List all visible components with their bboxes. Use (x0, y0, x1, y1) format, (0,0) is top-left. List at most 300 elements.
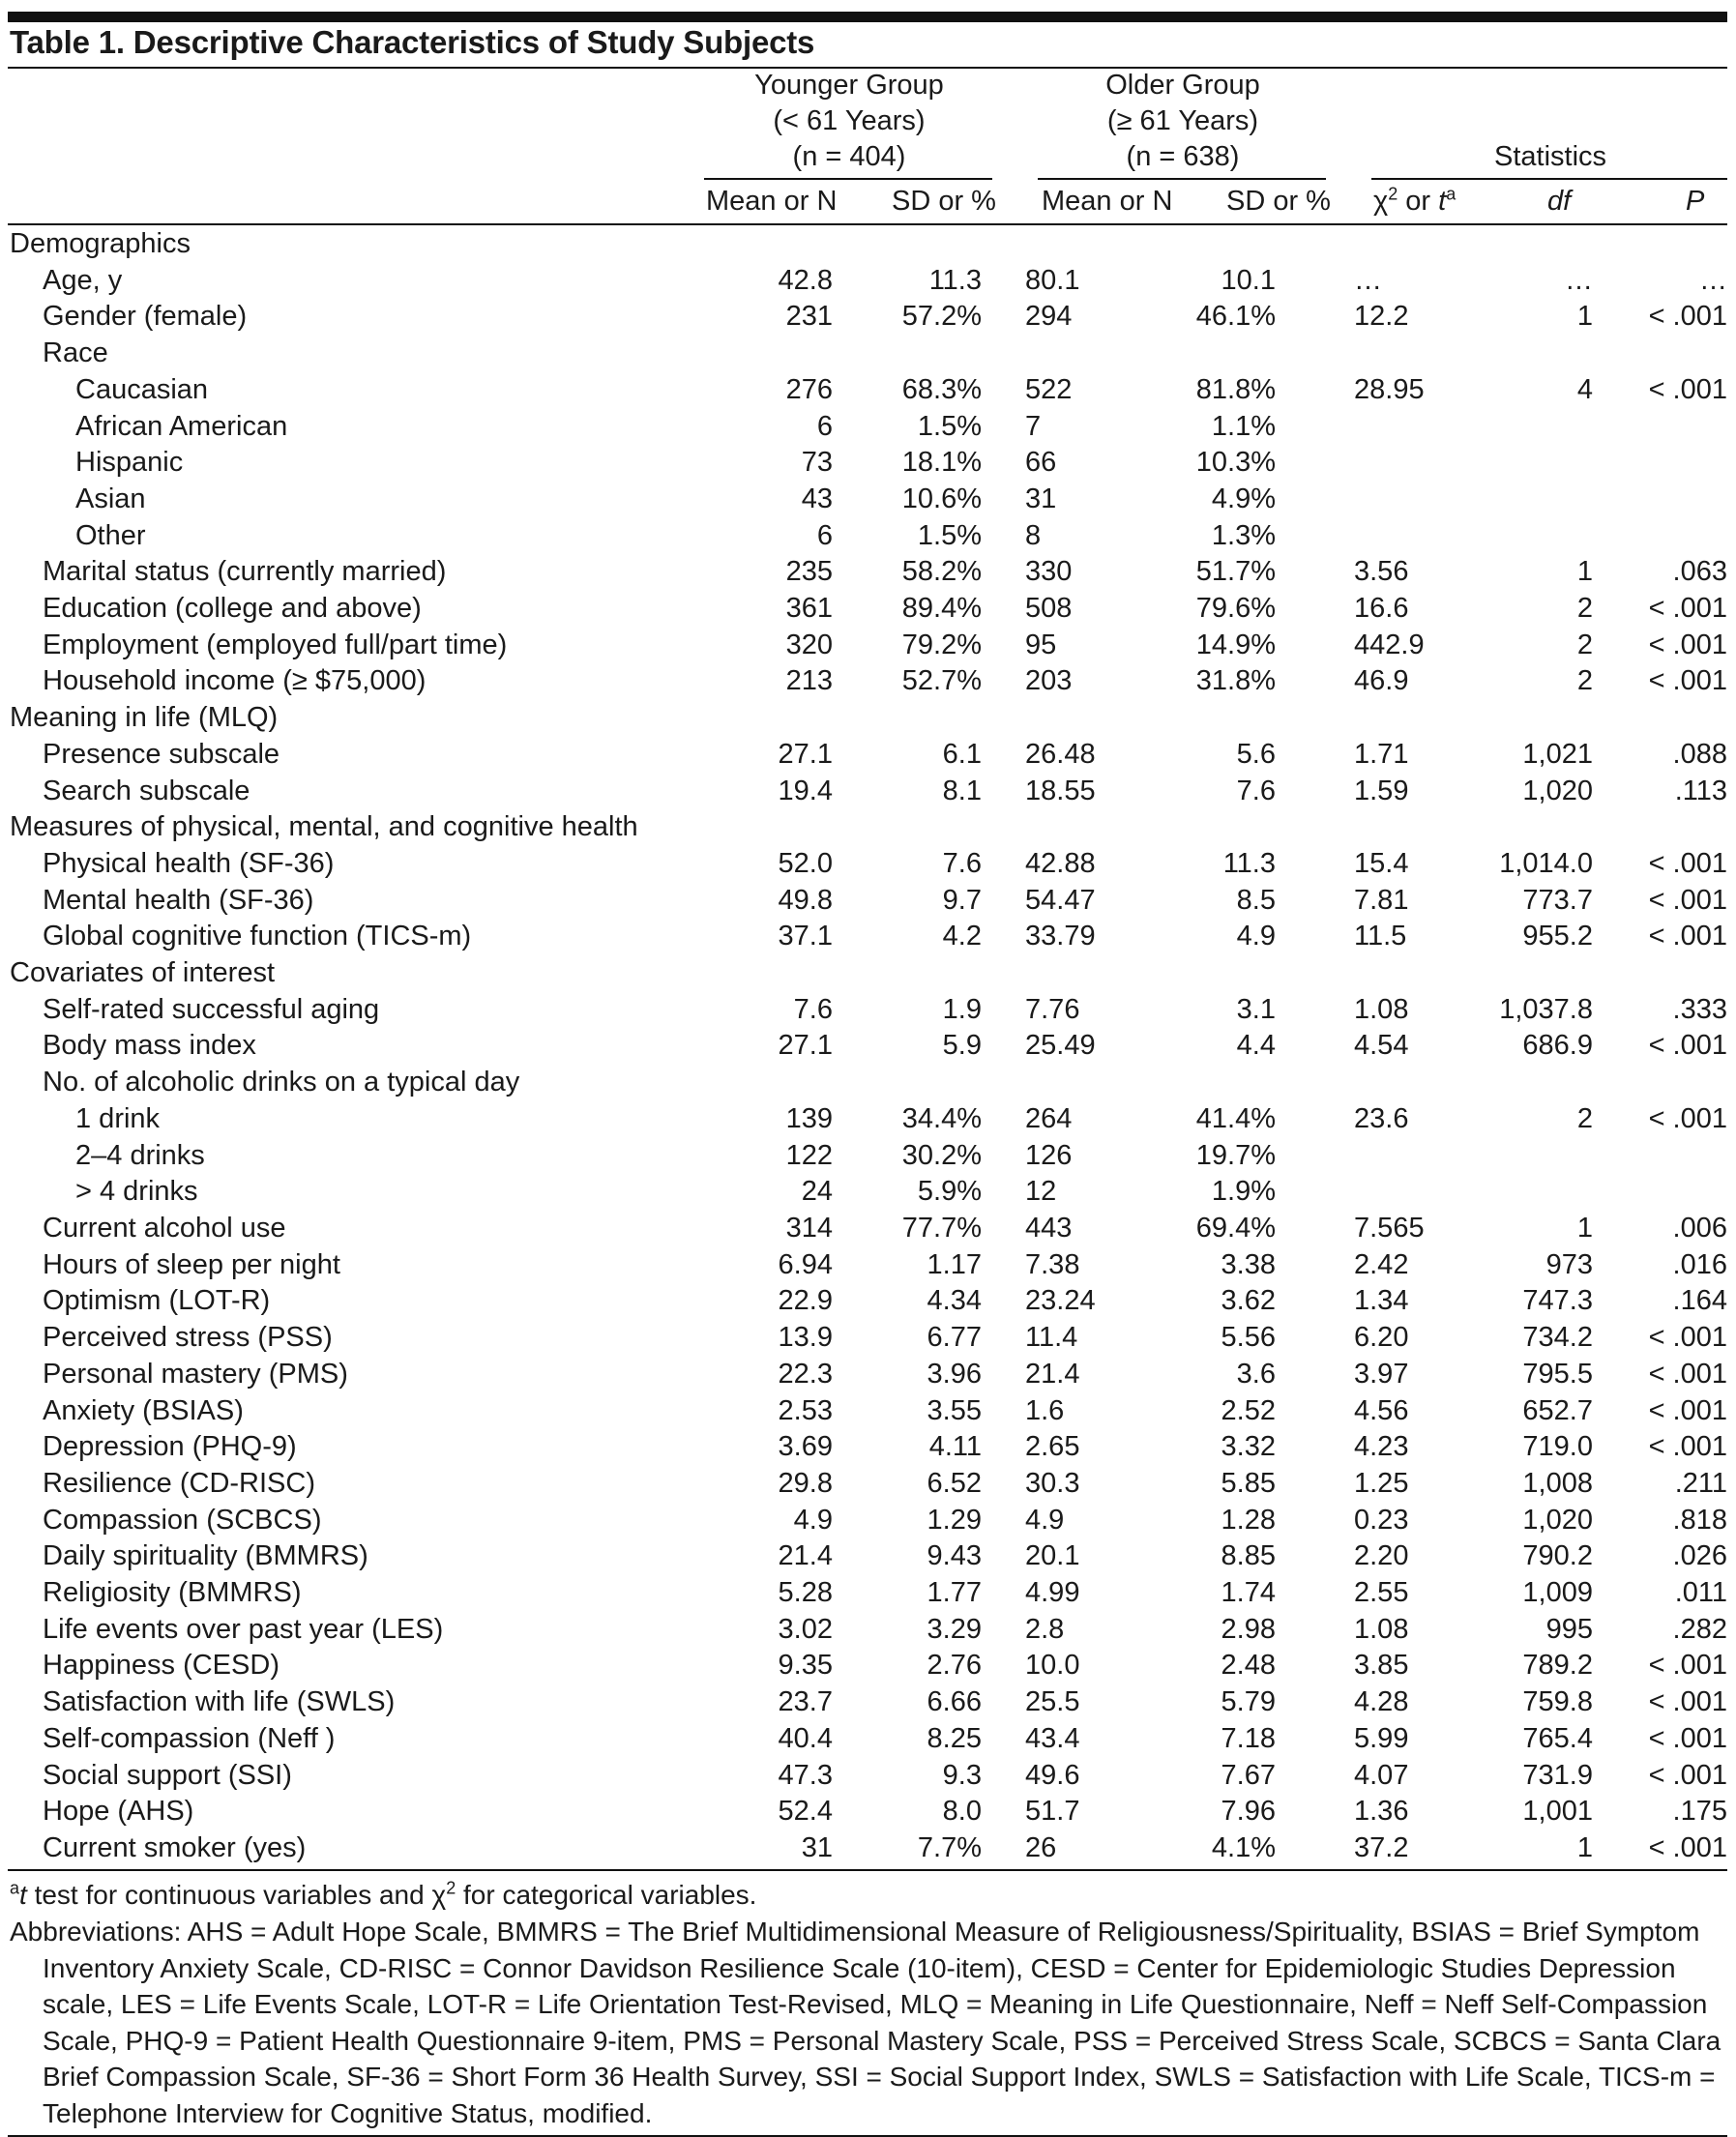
row-label: Other (75, 519, 146, 551)
older-mean: 203 (1025, 665, 1073, 697)
chi-or-t-value: 2.42 (1354, 1248, 1409, 1280)
table-row (10, 1830, 1727, 1867)
p-value (1601, 1138, 1727, 1175)
p-value: .282 (1672, 1613, 1727, 1645)
chi-or-t-value: 46.9 (1354, 665, 1409, 697)
younger-mean: 24 (801, 1176, 833, 1208)
older-mean (1020, 226, 1117, 263)
p-value: .016 (1672, 1248, 1727, 1280)
row-label: Life events over past year (LES) (43, 1613, 444, 1645)
p-value (1601, 226, 1727, 263)
younger-mean: 21.4 (778, 1540, 833, 1572)
df-value (1475, 336, 1601, 372)
older-sd: 3.38 (1221, 1248, 1276, 1280)
statistics-rule (1371, 178, 1727, 180)
younger-group-header (704, 68, 994, 175)
top-thick-rule (8, 12, 1727, 22)
df-value: 1,020 (1522, 775, 1593, 806)
younger-sd: 5.9 (942, 1030, 982, 1062)
older-sd (1117, 700, 1349, 737)
chi-or-t-value: 442.9 (1354, 629, 1425, 660)
older-sd (1117, 1065, 1349, 1101)
df-value: 4 (1576, 373, 1593, 405)
younger-mean: 3.02 (778, 1613, 833, 1645)
chi-or-t-value: 28.95 (1354, 373, 1425, 405)
table-row (10, 518, 1727, 555)
younger-sd (837, 809, 1020, 846)
older-mean: 2.65 (1025, 1431, 1080, 1463)
p-value: < .001 (1648, 1759, 1727, 1791)
older-group-rule (1038, 178, 1326, 180)
df-value: 1,037.8 (1499, 993, 1593, 1025)
younger-mean: 139 (785, 1102, 833, 1134)
older-mean (1020, 809, 1117, 846)
older-mean: 7 (1025, 410, 1042, 442)
older-mean: 95 (1025, 629, 1057, 660)
chi-or-t-value (1349, 1174, 1475, 1211)
older-mean: 80.1 (1025, 264, 1080, 296)
col-older-mean: Mean or N (1042, 186, 1173, 217)
df-value (1475, 518, 1601, 555)
chi-or-t-value: 4.54 (1354, 1030, 1409, 1062)
older-sd: 4.4 (1236, 1030, 1276, 1062)
older-mean: 18.55 (1025, 775, 1096, 806)
younger-sd: 79.2% (901, 629, 982, 660)
p-value: < .001 (1648, 1322, 1727, 1354)
younger-mean: 13.9 (778, 1322, 833, 1354)
row-label: Self-rated successful aging (43, 993, 380, 1025)
younger-mean (706, 1065, 837, 1101)
older-sd: 4.9% (1211, 483, 1276, 514)
table-row (10, 955, 1727, 992)
row-label: Satisfaction with life (SWLS) (43, 1686, 396, 1718)
younger-mean (706, 336, 837, 372)
older-sd: 14.9% (1195, 629, 1276, 660)
table-row (10, 1211, 1727, 1247)
older-sd: 1.3% (1211, 519, 1276, 551)
table-bottom-rule (8, 1869, 1727, 1871)
older-sd: 2.98 (1221, 1613, 1276, 1645)
df-value: 734.2 (1522, 1322, 1593, 1354)
younger-mean (706, 809, 837, 846)
younger-mean: 27.1 (778, 1030, 833, 1062)
younger-mean: 73 (801, 447, 833, 479)
chi-or-t-value: 16.6 (1354, 593, 1409, 625)
chi-or-t-value: 3.85 (1354, 1650, 1409, 1682)
df-value (1475, 1138, 1601, 1175)
chi-or-t-value: 4.07 (1354, 1759, 1409, 1791)
table-row (10, 299, 1727, 336)
chi-or-t-value (1349, 518, 1475, 555)
row-label: Demographics (10, 228, 191, 259)
younger-sd (837, 1065, 1020, 1101)
younger-group-age: (< 61 Years) (773, 105, 926, 136)
older-mean: 26.48 (1025, 738, 1096, 770)
table-row (10, 809, 1727, 846)
younger-mean: 6 (816, 410, 833, 442)
df-value: 2 (1576, 1102, 1593, 1134)
younger-sd: 3.29 (927, 1613, 982, 1645)
p-value: .063 (1672, 556, 1727, 588)
p-value (1601, 518, 1727, 555)
older-mean: 443 (1025, 1212, 1073, 1244)
younger-mean: 7.6 (793, 993, 833, 1025)
table-row (10, 737, 1727, 774)
younger-group-rule (704, 178, 992, 180)
table-row (10, 445, 1727, 482)
younger-sd: 4.2 (942, 921, 982, 952)
p-value (1601, 700, 1727, 737)
younger-mean (706, 955, 837, 992)
row-label: Depression (PHQ-9) (43, 1431, 297, 1463)
younger-mean: 314 (785, 1212, 833, 1244)
table-row (10, 1247, 1727, 1284)
chi-or-t-value: 7.565 (1354, 1212, 1425, 1244)
younger-mean: 122 (785, 1139, 833, 1171)
table-row (10, 1357, 1727, 1393)
younger-sd: 3.96 (927, 1358, 982, 1390)
older-sd: 1.28 (1221, 1504, 1276, 1536)
df-value (1475, 809, 1601, 846)
table-row (10, 1393, 1727, 1430)
older-sd: 69.4% (1195, 1212, 1276, 1244)
p-value (1601, 336, 1727, 372)
row-label: Current smoker (yes) (43, 1831, 307, 1863)
statistics-header (1371, 139, 1729, 175)
younger-sd: 11.3 (928, 264, 982, 296)
younger-sd (837, 700, 1020, 737)
older-group-n: (n = 638) (1126, 141, 1240, 172)
older-mean: 30.3 (1025, 1467, 1080, 1499)
younger-mean: 276 (785, 373, 833, 405)
col-younger-mean: Mean or N (706, 186, 838, 217)
table-row (10, 1684, 1727, 1721)
older-mean: 43.4 (1025, 1722, 1080, 1754)
table-row (10, 591, 1727, 628)
older-mean (1020, 955, 1117, 992)
p-value: < .001 (1648, 847, 1727, 879)
p-value (1601, 1065, 1727, 1101)
younger-sd: 6.1 (942, 738, 982, 770)
df-value (1475, 1065, 1601, 1101)
row-label: Presence subscale (43, 738, 280, 770)
younger-sd: 4.11 (928, 1431, 982, 1463)
df-value: 1 (1576, 556, 1593, 588)
older-mean: 7.76 (1025, 993, 1080, 1025)
chi-superscript: 2 (1388, 184, 1398, 204)
p-value: < .001 (1648, 1650, 1727, 1682)
df-value: 765.4 (1522, 1722, 1593, 1754)
p-value (1601, 409, 1727, 446)
older-sd: 3.62 (1221, 1285, 1276, 1317)
older-group-age: (≥ 61 Years) (1106, 105, 1259, 136)
data-table (10, 226, 1727, 1867)
younger-mean: 40.4 (778, 1722, 833, 1754)
older-sd: 7.6 (1236, 775, 1276, 806)
younger-mean: 43 (801, 483, 833, 514)
younger-sd: 52.7% (901, 665, 982, 697)
table-row (10, 700, 1727, 737)
older-mean: 2.8 (1025, 1613, 1065, 1645)
older-sd (1117, 226, 1349, 263)
table-row (10, 1466, 1727, 1503)
p-value (1601, 955, 1727, 992)
table-row (10, 1794, 1727, 1830)
row-label: Asian (75, 483, 146, 514)
df-value: 1,014.0 (1499, 847, 1593, 879)
older-mean: 42.88 (1025, 847, 1096, 879)
table-title: Table 1. Descriptive Characteristics of Study Subjects (10, 24, 815, 60)
older-mean: 264 (1025, 1102, 1073, 1134)
table-row (10, 1283, 1727, 1320)
younger-group-name: Younger Group (754, 70, 944, 101)
col-p: P (1686, 186, 1705, 217)
younger-mean: 4.9 (793, 1504, 833, 1536)
older-mean: 20.1 (1025, 1540, 1080, 1572)
p-value: < .001 (1648, 1722, 1727, 1754)
older-mean: 31 (1025, 483, 1057, 514)
older-sd: 7.18 (1221, 1722, 1276, 1754)
row-label: Race (43, 337, 108, 369)
row-label: Personal mastery (PMS) (43, 1358, 348, 1390)
younger-sd: 9.3 (942, 1759, 982, 1791)
table-row (10, 1138, 1727, 1175)
p-value (1601, 482, 1727, 518)
p-value: < .001 (1648, 1431, 1727, 1463)
p-value: < .001 (1648, 373, 1727, 405)
chi-or-t-value (1349, 482, 1475, 518)
table-row (10, 774, 1727, 810)
older-sd: 11.3 (1222, 847, 1276, 879)
younger-sd: 6.77 (927, 1322, 982, 1354)
younger-sd: 2.76 (927, 1650, 982, 1682)
table-row (10, 1320, 1727, 1357)
chi-or-t-value: 4.28 (1354, 1686, 1409, 1718)
df-value: 652.7 (1522, 1394, 1593, 1426)
row-label: Perceived stress (PSS) (43, 1322, 333, 1354)
header-bottom-rule (8, 223, 1727, 225)
younger-sd: 1.5% (917, 410, 982, 442)
younger-mean (706, 226, 837, 263)
younger-sd: 8.1 (942, 775, 982, 806)
younger-sd: 1.17 (927, 1248, 982, 1280)
younger-sd: 7.6 (942, 847, 982, 879)
younger-sd: 6.66 (927, 1686, 982, 1718)
df-value: 1,008 (1522, 1467, 1593, 1499)
chi-or-t-value: 15.4 (1354, 847, 1409, 879)
row-label: Hours of sleep per night (43, 1248, 340, 1280)
df-value: 1 (1576, 1212, 1593, 1244)
footnote-a-sup2: 2 (446, 1878, 456, 1898)
chi-or-t-value (1349, 955, 1475, 992)
younger-sd: 18.1% (901, 447, 982, 479)
older-group-name: Older Group (1105, 70, 1260, 101)
row-label: Search subscale (43, 775, 250, 806)
chi-or-t-value (1349, 1138, 1475, 1175)
chi-or-t-value: 6.20 (1354, 1322, 1409, 1354)
older-mean: 522 (1025, 373, 1073, 405)
table-row (10, 992, 1727, 1029)
younger-mean (706, 700, 837, 737)
p-value: < .001 (1648, 1030, 1727, 1062)
p-value (1601, 809, 1727, 846)
p-value (1601, 1174, 1727, 1211)
table-row (10, 1721, 1727, 1758)
younger-mean: 52.0 (778, 847, 833, 879)
younger-sd: 7.7% (917, 1831, 982, 1863)
chi-or-t-value: 0.23 (1354, 1504, 1409, 1536)
older-sd: 3.1 (1236, 993, 1276, 1025)
table-row (10, 1648, 1727, 1684)
chi-or-t-value: 2.55 (1354, 1577, 1409, 1609)
chi-or-t-value (1349, 409, 1475, 446)
chi-or-text: or (1398, 186, 1439, 217)
p-value: < .001 (1648, 593, 1727, 625)
p-value: .333 (1672, 993, 1727, 1025)
row-label: Hispanic (75, 447, 184, 479)
df-value (1475, 955, 1601, 992)
younger-sd: 77.7% (901, 1212, 982, 1244)
df-value: 795.5 (1522, 1358, 1593, 1390)
row-label: Meaning in life (MLQ) (10, 702, 279, 734)
row-label: Daily spirituality (BMMRS) (43, 1540, 368, 1572)
p-value: .006 (1672, 1212, 1727, 1244)
chi-or-t-value (1349, 445, 1475, 482)
table-row (10, 663, 1727, 700)
p-value: < .001 (1648, 884, 1727, 916)
df-value: 747.3 (1522, 1285, 1593, 1317)
df-value (1475, 409, 1601, 446)
row-label: Caucasian (75, 373, 209, 405)
older-sd: 19.7% (1195, 1139, 1276, 1171)
older-sd (1117, 336, 1349, 372)
df-value: 731.9 (1522, 1759, 1593, 1791)
older-sd: 2.48 (1221, 1650, 1276, 1682)
younger-sd: 89.4% (901, 593, 982, 625)
table-row (10, 1028, 1727, 1065)
older-sd: 8.85 (1221, 1540, 1276, 1572)
row-label: Happiness (CESD) (43, 1650, 280, 1682)
chi-or-t-value (1349, 809, 1475, 846)
older-sd (1117, 809, 1349, 846)
younger-sd: 9.7 (942, 884, 982, 916)
row-label: Hope (AHS) (43, 1796, 194, 1828)
younger-mean: 235 (785, 556, 833, 588)
older-sd: 41.4% (1195, 1102, 1276, 1134)
table-row (10, 1758, 1727, 1795)
df-value: 2 (1576, 593, 1593, 625)
table-row (10, 628, 1727, 664)
table-row (10, 1612, 1727, 1649)
younger-mean: 49.8 (778, 884, 833, 916)
df-value: 1,021 (1522, 738, 1593, 770)
chi-or-t-value: 1.25 (1354, 1467, 1409, 1499)
row-label: Covariates of interest (10, 957, 276, 989)
df-value (1475, 1174, 1601, 1211)
older-sd: 3.6 (1236, 1358, 1276, 1390)
table-row (10, 226, 1727, 263)
row-label: Gender (female) (43, 301, 248, 333)
chi-or-t-value: 1.71 (1354, 738, 1409, 770)
older-mean: 49.6 (1025, 1759, 1080, 1791)
row-label: Self-compassion (Neff ) (43, 1722, 336, 1754)
older-mean: 294 (1025, 301, 1073, 333)
statistics-label: Statistics (1493, 141, 1607, 172)
younger-mean: 31 (801, 1831, 833, 1863)
younger-mean: 213 (785, 665, 833, 697)
older-sd: 5.6 (1236, 738, 1276, 770)
younger-mean: 6.94 (778, 1248, 833, 1280)
younger-mean: 29.8 (778, 1467, 833, 1499)
chi-or-t-value: 1.34 (1354, 1285, 1409, 1317)
older-mean: 23.24 (1025, 1285, 1096, 1317)
older-mean: 4.99 (1025, 1577, 1080, 1609)
row-label: No. of alcoholic drinks on a typical day (43, 1067, 520, 1098)
table-row (10, 1538, 1727, 1575)
chi-or-t-value: 23.6 (1354, 1102, 1409, 1134)
older-mean: 7.38 (1025, 1248, 1080, 1280)
row-label: Resilience (CD-RISC) (43, 1467, 315, 1499)
older-mean: 25.5 (1025, 1686, 1080, 1718)
df-value: 790.2 (1522, 1540, 1593, 1572)
younger-sd: 1.77 (927, 1577, 982, 1609)
younger-mean: 2.53 (778, 1394, 833, 1426)
row-label: 2–4 drinks (75, 1139, 205, 1171)
older-mean (1020, 700, 1117, 737)
younger-mean: 52.4 (778, 1796, 833, 1828)
table-row (10, 336, 1727, 372)
chi-or-t-value: 4.23 (1354, 1431, 1409, 1463)
row-label: Mental health (SF-36) (43, 884, 314, 916)
p-value: < .001 (1648, 921, 1727, 952)
p-value: < .001 (1648, 1831, 1727, 1863)
row-label: Religiosity (BMMRS) (43, 1577, 302, 1609)
older-sd: 5.56 (1221, 1322, 1276, 1354)
df-value: 995 (1545, 1613, 1593, 1645)
footnote-a-text2: for categorical variables. (456, 1880, 757, 1910)
df-value: 789.2 (1522, 1650, 1593, 1682)
younger-mean: 5.28 (778, 1577, 833, 1609)
older-mean: 33.79 (1025, 921, 1096, 952)
chi-or-t-value: 12.2 (1354, 301, 1409, 333)
chi-or-t-value: 4.56 (1354, 1394, 1409, 1426)
older-sd: 1.74 (1221, 1577, 1276, 1609)
col-df: df (1547, 186, 1572, 217)
df-value (1475, 700, 1601, 737)
older-group-header (1038, 68, 1328, 175)
older-mean: 11.4 (1025, 1322, 1078, 1354)
row-label: > 4 drinks (75, 1176, 198, 1208)
younger-mean: 3.69 (778, 1431, 833, 1463)
p-value: < .001 (1648, 1102, 1727, 1134)
older-sd: 7.96 (1221, 1796, 1276, 1828)
older-sd: 51.7% (1195, 556, 1276, 588)
p-value: .818 (1672, 1504, 1727, 1536)
table-row (10, 919, 1727, 955)
older-mean: 330 (1025, 556, 1073, 588)
younger-sd: 8.25 (927, 1722, 982, 1754)
older-sd (1117, 955, 1349, 992)
younger-sd: 4.34 (927, 1285, 982, 1317)
col-chi-or-t (1373, 184, 1456, 219)
p-value: < .001 (1648, 1358, 1727, 1390)
t-superscript: a (1446, 184, 1456, 204)
row-label: Household income (≥ $75,000) (43, 665, 427, 697)
p-value: .175 (1672, 1796, 1727, 1828)
p-value: … (1699, 264, 1727, 296)
row-label: Employment (employed full/part time) (43, 629, 508, 660)
older-mean: 54.47 (1025, 884, 1096, 916)
